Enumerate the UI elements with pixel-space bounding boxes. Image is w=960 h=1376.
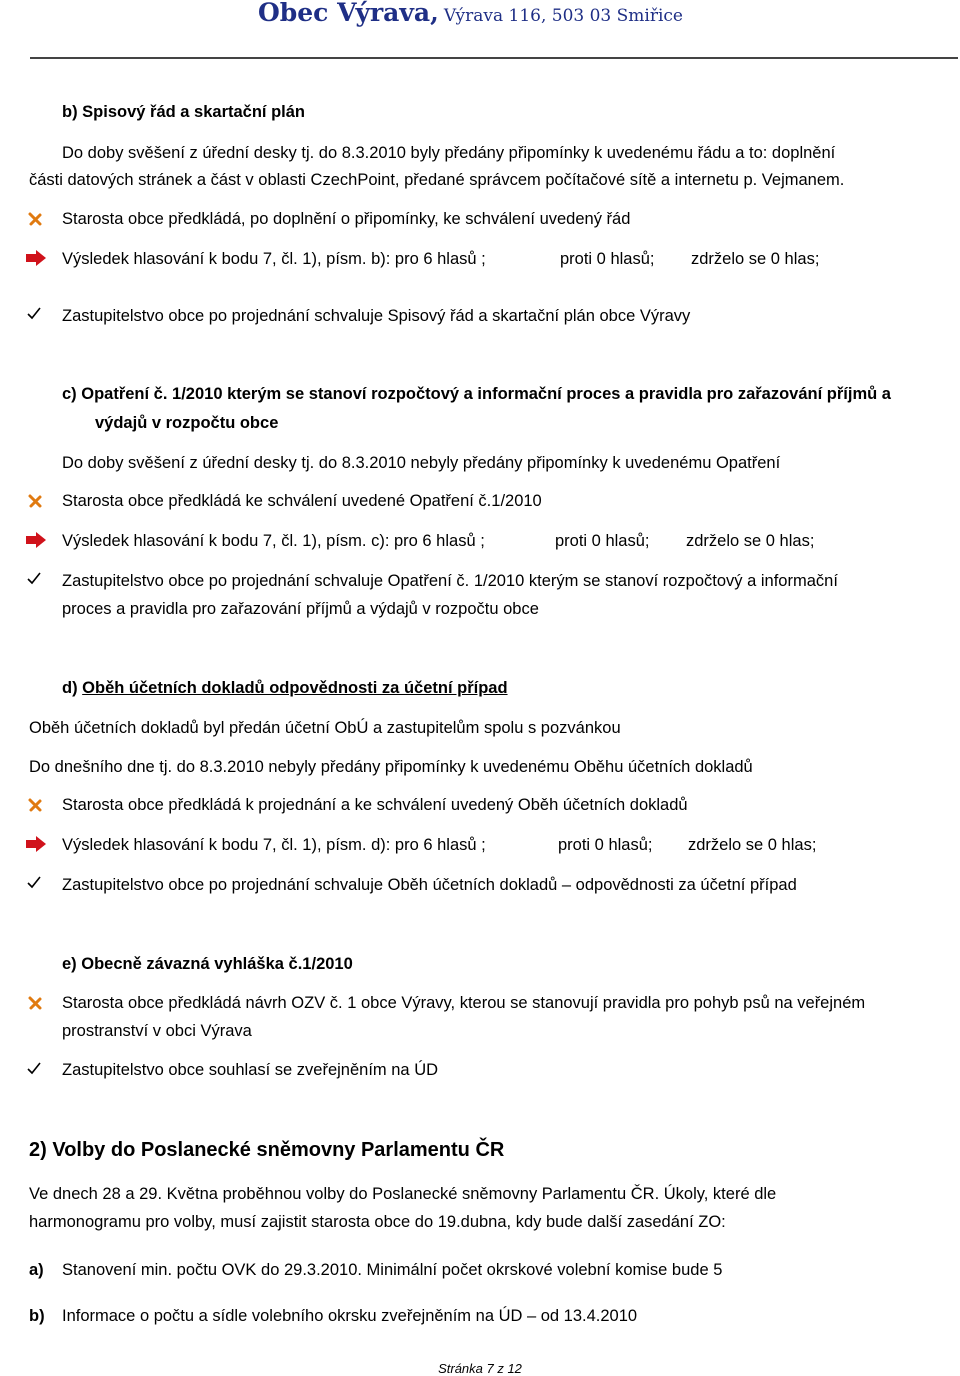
section-c-proposal: Starosta obce předkládá ke schválení uvedené Opatření č.1/2010 [62,492,542,510]
item-a-label: a) [29,1261,44,1279]
vote-for-label: Výsledek hlasování k bodu 7, čl. 1), písm. b): pro 6 hlasů ; [62,250,486,268]
arrow-right-icon [25,835,47,853]
header-divider [30,57,958,59]
vote-against: proti 0 hlasů; [560,250,655,268]
section-e-title-text: Obecně závazná vyhláška č.1/2010 [81,955,353,973]
section-c-resolution-line1: Zastupitelstvo obce po projednání schvaluje Opatření č. 1/2010 kterým se stanoví rozpočtový a informační [62,572,838,590]
section-d-title [62,678,508,698]
item-b-text: Informace o počtu a sídle volebního okrsku zveřejněním na ÚD – od 13.4.2010 [62,1307,638,1325]
section-b-paragraph-line1: Do doby svěšení z úřední desky tj. do 8.3.2010 byly předány připomínky k uvedenému řádu a to: doplnění [62,144,836,162]
vote-abstain: zdrželo se 0 hlas; [688,836,817,854]
checkmark-icon [26,570,42,586]
item-b-label: b) [29,1307,45,1325]
section-d-paragraph1: Oběh účetních dokladů byl předán účetní ObÚ a zastupitelům spolu s pozvánkou [29,719,621,737]
section-d-resolution: Zastupitelstvo obce po projednání schvaluje Oběh účetních dokladů – odpovědnosti za účetní případ [62,876,797,894]
section-c-paragraph: Do doby svěšení z úřední desky tj. do 8.3.2010 nebyly předány připomínky k uvedenému Opatření [62,454,781,472]
section-b-title: b) Spisový řád a skartační plán [62,103,306,121]
cross-icon [27,797,43,813]
section-2-heading: 2) Volby do Poslanecké sněmovny Parlamentu ČR [29,1139,505,1161]
checkmark-icon [26,1060,42,1076]
page-header [0,0,960,60]
section-b-vote-result [62,249,820,269]
section-c-resolution-line2: proces a pravidla pro zařazování příjmů a výdajů v rozpočtu obce [62,600,539,618]
section-d-title-text: Oběh účetních dokladů odpovědnosti za účetní případ [82,679,508,697]
arrow-right-icon [25,531,47,549]
municipality-name: Obec Výrava, [258,0,439,27]
cross-icon [27,995,43,1011]
section-d-vote-result [62,835,817,855]
item-a-text: Stanovení min. počtu OVK do 29.3.2010. Minimální počet okrskové volební komise bude 5 [62,1261,723,1279]
section-c-title-line2: výdajů v rozpočtu obce [95,414,279,432]
section-b-resolution: Zastupitelstvo obce po projednání schvaluje Spisový řád a skartační plán obce Výravy [62,307,691,325]
section-b-proposal: Starosta obce předkládá, po doplnění o připomínky, ke schválení uvedený řád [62,210,631,228]
section-e-title [62,954,353,974]
section-e-prefix: e) [62,955,82,973]
section-c-vote-result [62,531,815,551]
header-title [258,0,683,27]
section-b-paragraph-line2: části datových stránek a část v oblasti CzechPoint, předané správcem počítačové sítě a internetu p. Vejmanem. [29,171,845,189]
vote-abstain: zdrželo se 0 hlas; [686,532,815,550]
section-d-proposal: Starosta obce předkládá k projednání a ke schválení uvedený Oběh účetních dokladů [62,796,688,814]
cross-icon [27,493,43,509]
section-2-paragraph-line2: harmonogramu pro volby, musí zajistit starosta obce do 19.dubna, kdy bude další zasedání ZO: [29,1213,726,1231]
section-2-paragraph-line1: Ve dnech 28 a 29. Května proběhnou volby do Poslanecké sněmovny Parlamentu ČR. Úkoly, které dle [29,1185,777,1203]
section-e-proposal-line2: prostranství v obci Výrava [62,1022,252,1040]
section-d-paragraph2: Do dnešního dne tj. do 8.3.2010 nebyly předány připomínky k uvedenému Oběhu účetních dokladů [29,758,753,776]
section-e-resolution: Zastupitelstvo obce souhlasí se zveřejněním na ÚD [62,1061,439,1079]
page-number: Stránka 7 z 12 [438,1361,522,1376]
checkmark-icon [26,305,42,321]
checkmark-icon [26,874,42,890]
section-d-prefix: d) [62,679,83,697]
municipality-address: Výrava 116, 503 03 Smiřice [443,6,683,26]
section-c-title-line1: c) Opatření č. 1/2010 kterým se stanoví rozpočtový a informační proces a pravidla pro zařazování příjmů a [62,385,891,403]
vote-against: proti 0 hlasů; [555,532,650,550]
section-e-proposal-line1: Starosta obce předkládá návrh OZV č. 1 obce Výravy, kterou se stanovují pravidla pro pohyb psů na veřejném [62,994,866,1012]
vote-abstain: zdrželo se 0 hlas; [691,250,820,268]
vote-for-label: Výsledek hlasování k bodu 7, čl. 1), písm. c): pro 6 hlasů ; [62,532,485,550]
arrow-right-icon [25,249,47,267]
vote-for-label: Výsledek hlasování k bodu 7, čl. 1), písm. d): pro 6 hlasů ; [62,836,486,854]
vote-against: proti 0 hlasů; [558,836,653,854]
cross-icon [27,211,43,227]
